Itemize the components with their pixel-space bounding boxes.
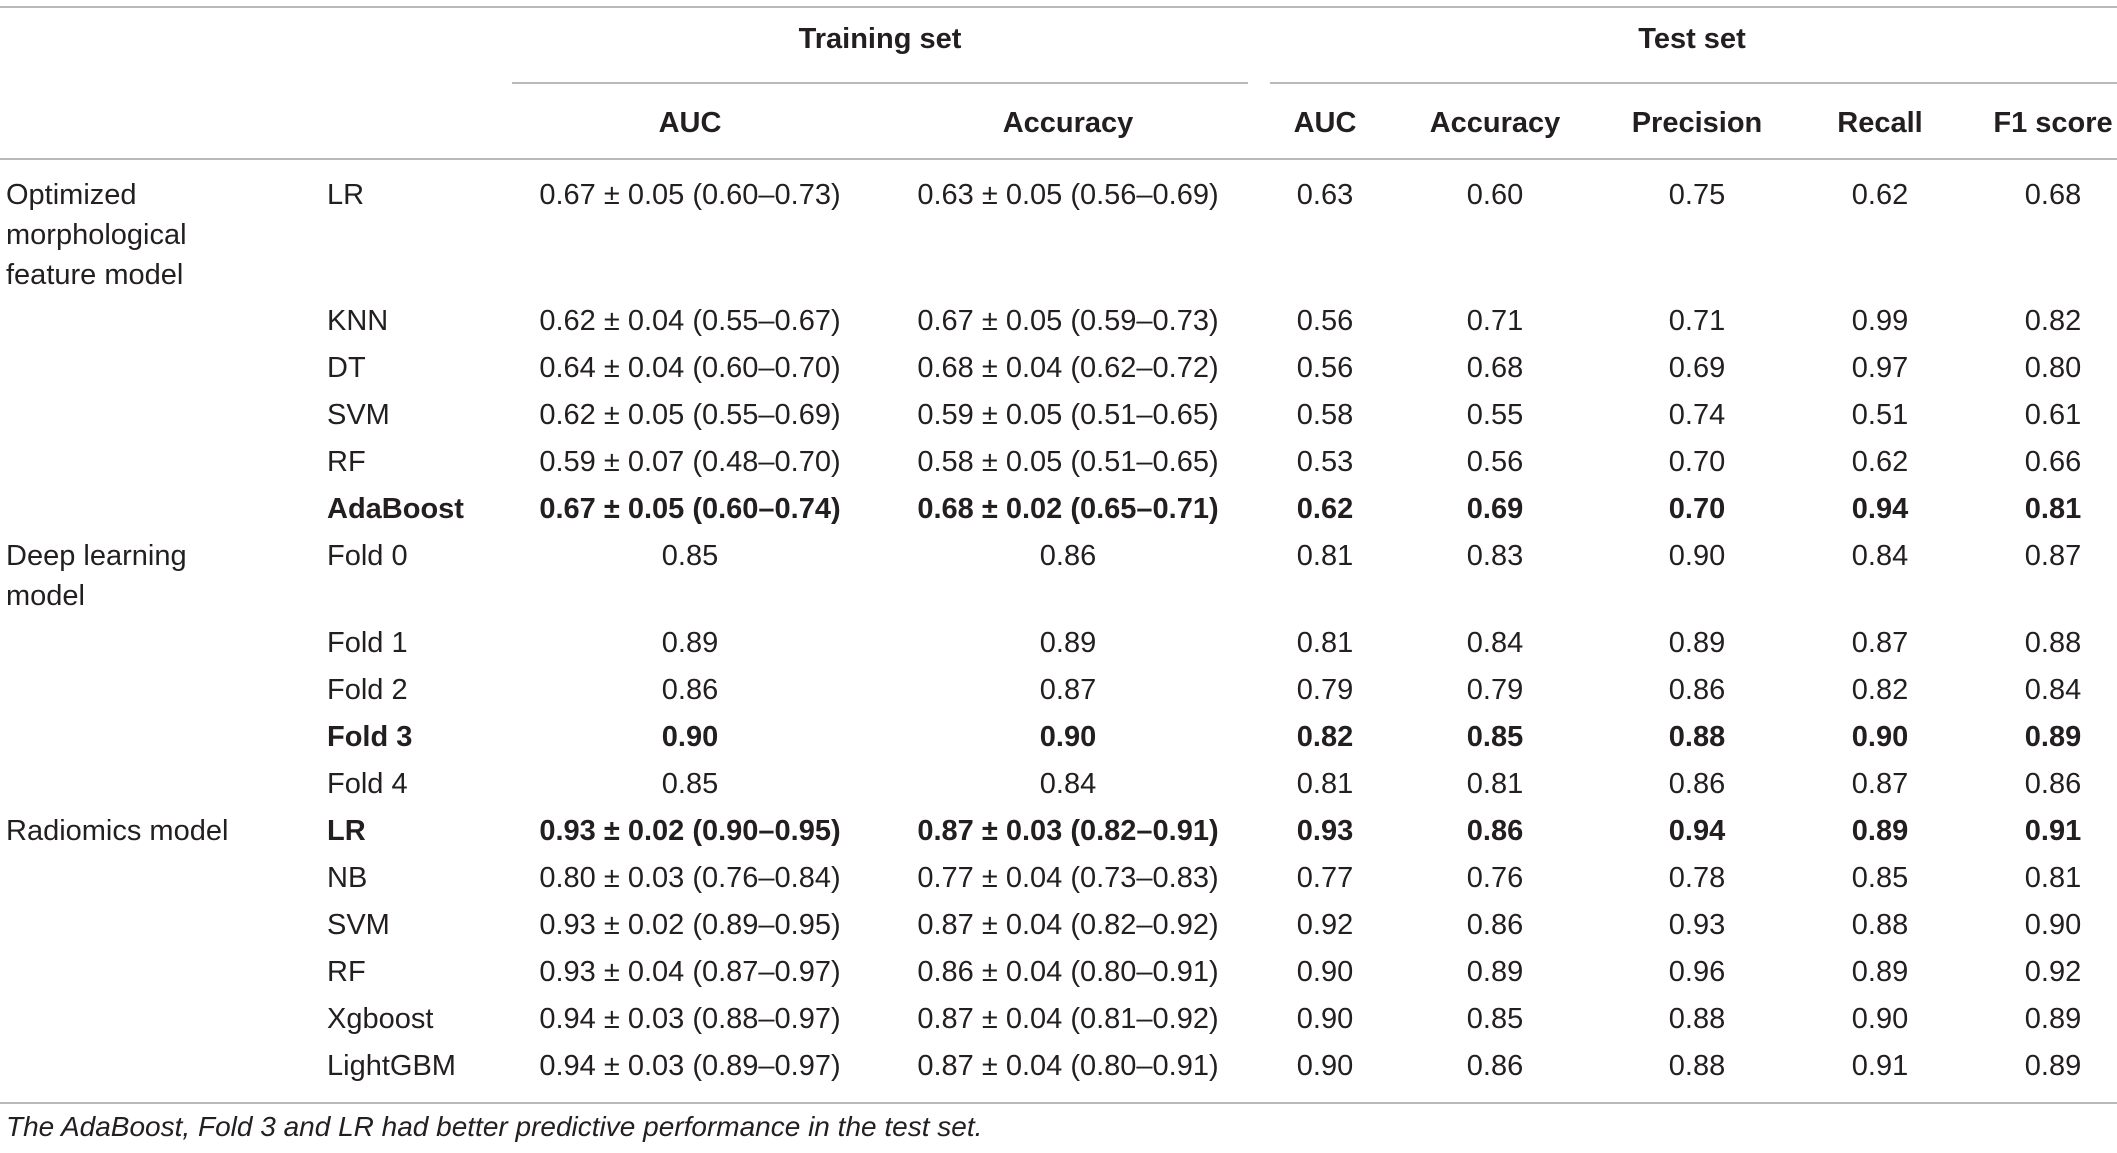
cell-test-f1-score: 0.89 — [2024, 1050, 2082, 1082]
cell-training-auc: 0.93 ± 0.02 (0.89–0.95) — [539, 909, 841, 941]
cell-test-precision: 0.75 — [1668, 179, 1726, 211]
group-label-line: Optimized — [6, 179, 137, 211]
cell-training-auc: 0.90 — [661, 721, 719, 753]
cell-test-f1-score: 0.80 — [2024, 352, 2082, 384]
cell-training-accuracy: 0.87 ± 0.03 (0.82–0.91) — [917, 815, 1219, 847]
cell-test-auc: 0.81 — [1296, 540, 1354, 572]
cell-test-auc: 0.93 — [1296, 815, 1354, 847]
cell-training-auc: 0.64 ± 0.04 (0.60–0.70) — [539, 352, 841, 384]
test-set-rule — [1270, 82, 2117, 84]
cell-training-accuracy: 0.89 — [1039, 627, 1097, 659]
cell-test-accuracy: 0.68 — [1466, 352, 1524, 384]
top-rule — [0, 6, 2117, 8]
row-model-name: Xgboost — [327, 1003, 434, 1035]
cell-training-accuracy: 0.90 — [1039, 721, 1097, 753]
cell-test-accuracy: 0.85 — [1466, 1003, 1524, 1035]
cell-test-accuracy: 0.55 — [1466, 399, 1524, 431]
header-bottom-rule — [0, 158, 2117, 160]
group-label-line: Deep learning — [6, 540, 187, 572]
cell-test-accuracy: 0.84 — [1466, 627, 1524, 659]
cell-test-recall: 0.82 — [1851, 674, 1909, 706]
cell-test-auc: 0.62 — [1296, 493, 1354, 525]
cell-test-f1-score: 0.81 — [2024, 862, 2082, 894]
test-set-header: Test set — [1638, 23, 1746, 55]
cell-training-accuracy: 0.63 ± 0.05 (0.56–0.69) — [917, 179, 1219, 211]
cell-test-accuracy: 0.86 — [1466, 1050, 1524, 1082]
cell-test-precision: 0.70 — [1668, 446, 1726, 478]
column-header-training-accuracy: Accuracy — [1002, 107, 1134, 139]
row-model-name: AdaBoost — [327, 493, 464, 525]
cell-test-precision: 0.90 — [1668, 540, 1726, 572]
cell-test-recall: 0.87 — [1851, 627, 1909, 659]
cell-training-auc: 0.67 ± 0.05 (0.60–0.74) — [539, 493, 841, 525]
column-header-test-f1-score: F1 score — [1993, 107, 2113, 139]
cell-test-f1-score: 0.91 — [2024, 815, 2082, 847]
group-label-line: Radiomics model — [6, 815, 229, 847]
cell-test-precision: 0.86 — [1668, 768, 1726, 800]
group-label-line: model — [6, 580, 85, 612]
cell-training-accuracy: 0.68 ± 0.04 (0.62–0.72) — [917, 352, 1219, 384]
cell-test-recall: 0.84 — [1851, 540, 1909, 572]
cell-test-recall: 0.62 — [1851, 446, 1909, 478]
cell-test-precision: 0.93 — [1668, 909, 1726, 941]
cell-training-accuracy: 0.87 ± 0.04 (0.82–0.92) — [917, 909, 1219, 941]
cell-test-auc: 0.63 — [1296, 179, 1354, 211]
cell-test-recall: 0.85 — [1851, 862, 1909, 894]
cell-training-auc: 0.93 ± 0.02 (0.90–0.95) — [539, 815, 841, 847]
cell-test-recall: 0.99 — [1851, 305, 1909, 337]
cell-test-precision: 0.74 — [1668, 399, 1726, 431]
cell-training-accuracy: 0.59 ± 0.05 (0.51–0.65) — [917, 399, 1219, 431]
cell-training-auc: 0.62 ± 0.04 (0.55–0.67) — [539, 305, 841, 337]
cell-test-recall: 0.88 — [1851, 909, 1909, 941]
row-model-name: Fold 2 — [327, 674, 408, 706]
cell-test-accuracy: 0.60 — [1466, 179, 1524, 211]
cell-test-f1-score: 0.68 — [2024, 179, 2082, 211]
cell-training-accuracy: 0.86 — [1039, 540, 1097, 572]
cell-training-auc: 0.62 ± 0.05 (0.55–0.69) — [539, 399, 841, 431]
row-model-name: LightGBM — [327, 1050, 456, 1082]
row-model-name: Fold 4 — [327, 768, 408, 800]
cell-test-precision: 0.70 — [1668, 493, 1726, 525]
cell-test-accuracy: 0.56 — [1466, 446, 1524, 478]
group-label-line: feature model — [6, 259, 184, 291]
cell-training-accuracy: 0.86 ± 0.04 (0.80–0.91) — [917, 956, 1219, 988]
cell-test-accuracy: 0.79 — [1466, 674, 1524, 706]
cell-test-accuracy: 0.81 — [1466, 768, 1524, 800]
cell-test-recall: 0.90 — [1851, 721, 1909, 753]
cell-test-accuracy: 0.86 — [1466, 909, 1524, 941]
cell-test-auc: 0.77 — [1296, 862, 1354, 894]
cell-test-accuracy: 0.71 — [1466, 305, 1524, 337]
cell-training-auc: 0.94 ± 0.03 (0.88–0.97) — [539, 1003, 841, 1035]
group-label-radiomics — [6, 811, 228, 851]
row-model-name: SVM — [327, 399, 390, 431]
training-set-header: Training set — [798, 23, 962, 55]
cell-test-accuracy: 0.85 — [1466, 721, 1524, 753]
cell-test-precision: 0.71 — [1668, 305, 1726, 337]
row-model-name: RF — [327, 956, 366, 988]
cell-test-recall: 0.62 — [1851, 179, 1909, 211]
cell-training-auc: 0.86 — [661, 674, 719, 706]
row-model-name: Fold 1 — [327, 627, 408, 659]
cell-test-f1-score: 0.84 — [2024, 674, 2082, 706]
cell-test-auc: 0.53 — [1296, 446, 1354, 478]
cell-training-accuracy: 0.58 ± 0.05 (0.51–0.65) — [917, 446, 1219, 478]
cell-training-auc: 0.85 — [661, 540, 719, 572]
cell-test-f1-score: 0.82 — [2024, 305, 2082, 337]
row-model-name: KNN — [327, 305, 389, 337]
cell-test-auc: 0.81 — [1296, 627, 1354, 659]
cell-test-precision: 0.88 — [1668, 721, 1726, 753]
row-model-name: LR — [327, 815, 366, 847]
training-set-rule — [512, 82, 1248, 84]
cell-test-recall: 0.90 — [1851, 1003, 1909, 1035]
cell-test-accuracy: 0.76 — [1466, 862, 1524, 894]
cell-test-accuracy: 0.69 — [1466, 493, 1524, 525]
cell-training-accuracy: 0.68 ± 0.02 (0.65–0.71) — [917, 493, 1219, 525]
cell-test-f1-score: 0.81 — [2024, 493, 2082, 525]
cell-test-precision: 0.69 — [1668, 352, 1726, 384]
cell-test-recall: 0.94 — [1851, 493, 1909, 525]
group-label-line: morphological — [6, 219, 187, 251]
cell-test-auc: 0.56 — [1296, 352, 1354, 384]
cell-test-f1-score: 0.89 — [2024, 721, 2082, 753]
cell-test-auc: 0.79 — [1296, 674, 1354, 706]
cell-test-f1-score: 0.90 — [2024, 909, 2082, 941]
cell-test-f1-score: 0.87 — [2024, 540, 2082, 572]
cell-test-precision: 0.96 — [1668, 956, 1726, 988]
cell-training-auc: 0.80 ± 0.03 (0.76–0.84) — [539, 862, 841, 894]
cell-training-auc: 0.85 — [661, 768, 719, 800]
column-header-test-recall: Recall — [1837, 107, 1923, 139]
cell-test-auc: 0.92 — [1296, 909, 1354, 941]
group-label-morphological — [6, 175, 187, 295]
cell-training-auc: 0.93 ± 0.04 (0.87–0.97) — [539, 956, 841, 988]
table-footnote: The AdaBoost, Fold 3 and LR had better predictive performance in the test set. — [6, 1111, 983, 1142]
cell-test-auc: 0.90 — [1296, 1003, 1354, 1035]
cell-test-f1-score: 0.61 — [2024, 399, 2082, 431]
cell-test-recall: 0.51 — [1851, 399, 1909, 431]
cell-test-precision: 0.89 — [1668, 627, 1726, 659]
row-model-name: Fold 0 — [327, 540, 408, 572]
cell-test-f1-score: 0.66 — [2024, 446, 2082, 478]
cell-test-precision: 0.86 — [1668, 674, 1726, 706]
cell-training-accuracy: 0.84 — [1039, 768, 1097, 800]
cell-test-auc: 0.58 — [1296, 399, 1354, 431]
cell-training-auc: 0.59 ± 0.07 (0.48–0.70) — [539, 446, 841, 478]
table-bottom-rule — [0, 1102, 2117, 1104]
column-header-test-accuracy: Accuracy — [1429, 107, 1561, 139]
row-model-name: SVM — [327, 909, 390, 941]
cell-test-precision: 0.94 — [1668, 815, 1726, 847]
row-model-name: NB — [327, 862, 368, 894]
cell-test-f1-score: 0.89 — [2024, 1003, 2082, 1035]
cell-test-auc: 0.81 — [1296, 768, 1354, 800]
cell-test-accuracy: 0.89 — [1466, 956, 1524, 988]
row-model-name: LR — [327, 179, 365, 211]
cell-training-accuracy: 0.87 — [1039, 674, 1097, 706]
cell-test-recall: 0.91 — [1851, 1050, 1909, 1082]
cell-training-accuracy: 0.87 ± 0.04 (0.80–0.91) — [917, 1050, 1219, 1082]
cell-training-accuracy: 0.67 ± 0.05 (0.59–0.73) — [917, 305, 1219, 337]
cell-test-precision: 0.88 — [1668, 1003, 1726, 1035]
cell-test-recall: 0.87 — [1851, 768, 1909, 800]
cell-test-auc: 0.90 — [1296, 1050, 1354, 1082]
cell-test-accuracy: 0.86 — [1466, 815, 1524, 847]
cell-test-auc: 0.82 — [1296, 721, 1354, 753]
cell-test-recall: 0.89 — [1851, 956, 1909, 988]
cell-test-precision: 0.78 — [1668, 862, 1726, 894]
row-model-name: DT — [327, 352, 366, 384]
column-header-training-auc: AUC — [658, 107, 722, 139]
cell-test-f1-score: 0.92 — [2024, 956, 2082, 988]
cell-test-recall: 0.89 — [1851, 815, 1909, 847]
row-model-name: Fold 3 — [327, 721, 413, 753]
column-header-test-auc: AUC — [1293, 107, 1357, 139]
cell-test-auc: 0.90 — [1296, 956, 1354, 988]
cell-test-f1-score: 0.86 — [2024, 768, 2082, 800]
cell-training-accuracy: 0.77 ± 0.04 (0.73–0.83) — [917, 862, 1219, 894]
cell-test-recall: 0.97 — [1851, 352, 1909, 384]
row-model-name: RF — [327, 446, 366, 478]
cell-test-f1-score: 0.88 — [2024, 627, 2082, 659]
group-label-deep-learning — [6, 536, 187, 616]
cell-training-accuracy: 0.87 ± 0.04 (0.81–0.92) — [917, 1003, 1219, 1035]
cell-test-accuracy: 0.83 — [1466, 540, 1524, 572]
cell-test-precision: 0.88 — [1668, 1050, 1726, 1082]
cell-training-auc: 0.67 ± 0.05 (0.60–0.73) — [539, 179, 841, 211]
cell-test-auc: 0.56 — [1296, 305, 1354, 337]
cell-training-auc: 0.94 ± 0.03 (0.89–0.97) — [539, 1050, 841, 1082]
cell-training-auc: 0.89 — [661, 627, 719, 659]
column-header-test-precision: Precision — [1631, 107, 1763, 139]
